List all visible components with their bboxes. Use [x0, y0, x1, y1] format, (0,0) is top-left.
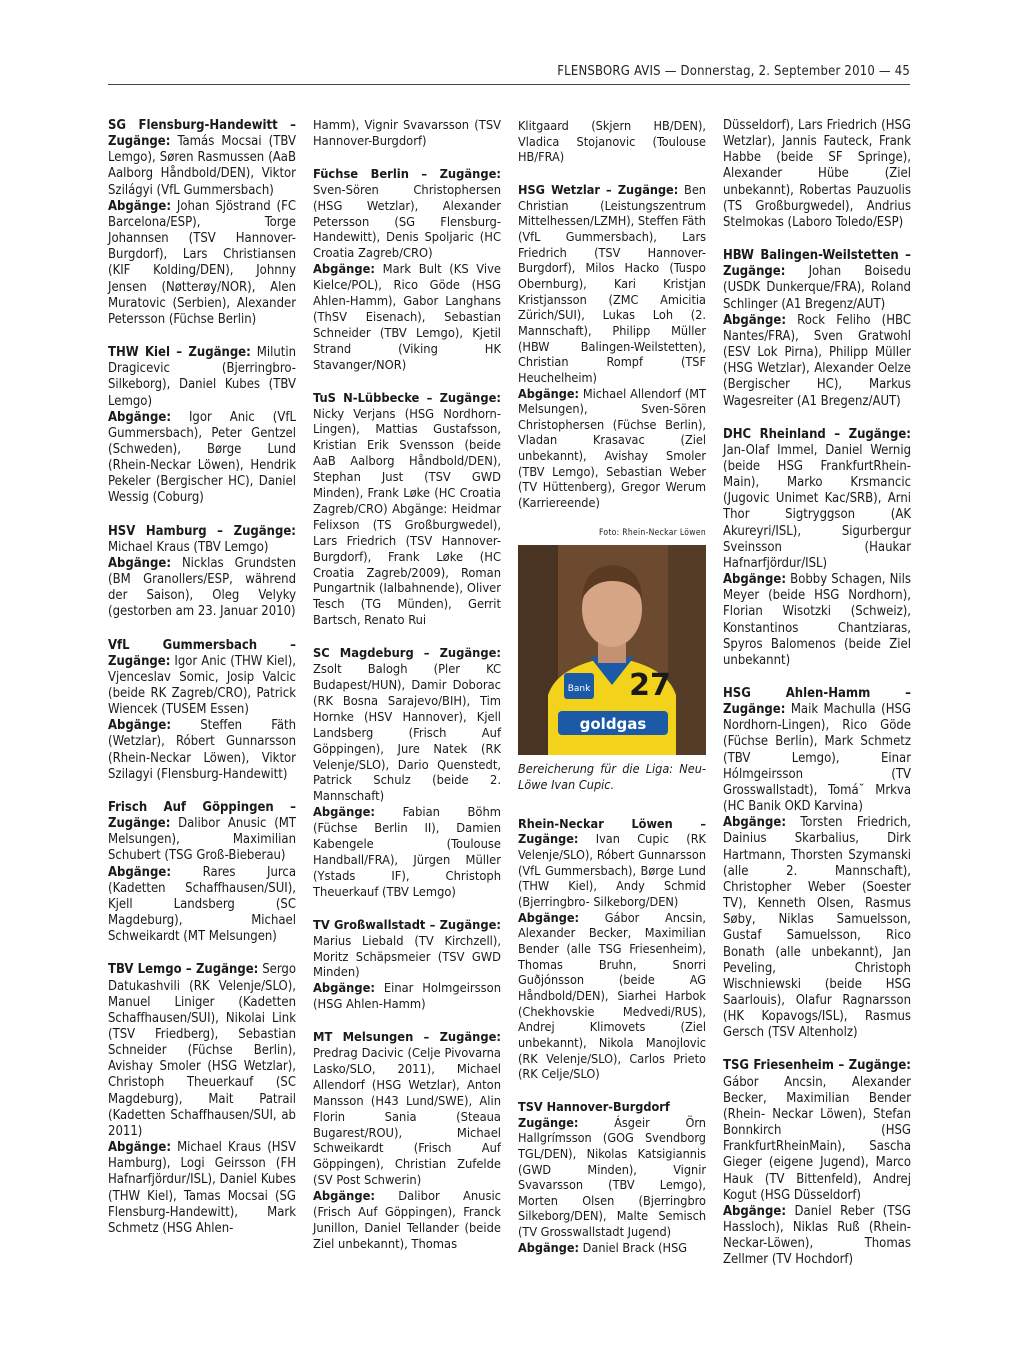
entry-body: Jan-Olaf Immel, Daniel Wernig (beide HSG FrankfurtRhein-Main), Marko Krsmancic (Jugovic Unimet Kac/SRB), Arni Thor Sigtryggson (AK Akureyri/ISL), Sigurbergur Sveinsson (Haukar Hafnarfjördur/ISL) [723, 442, 911, 571]
entry-text [313, 646, 501, 901]
transfer-entry [723, 1058, 911, 1268]
entry-text [108, 118, 296, 328]
entry-heading: Abgänge: [723, 312, 787, 328]
entry-text [518, 182, 706, 511]
entry-body: Mark Bult (KS Vive Kielce/POL), Rico Göde (HSG Ahlen-Hamm), Gabor Langhans (ThSV Eisenach), Sebastian Schneider (TBV Lemgo), Kjetil Strand (Viking HK Stavanger/NOR) [313, 262, 501, 373]
entry-text [108, 524, 296, 621]
entry-heading: TBV Lemgo – Zugänge: [108, 962, 259, 978]
entry-text [108, 345, 296, 507]
column-4 [723, 118, 911, 1285]
photo-caption: Bereicherung für die Liga: Neu-Löwe Ivan Cupic. [518, 761, 706, 793]
entry-body: Dalibor Anusic (MT Melsungen), Maximilian Schubert (TSG Groß-Bieberau) [108, 816, 296, 864]
entry-body: Nicklas Grundsten (BM Granollers/ESP, während der Saison), Oleg Velyky (gestorben am 23. Januar 2010) [108, 555, 296, 620]
entry-body: Bobby Schagen, Nils Meyer (beide HSG Nordhorn), Florian Wisotzki (Schweiz), Konstantinos Chantziaras, Spyros Balomenos (beide Ziel unbekannt) [723, 572, 911, 668]
entry-text [108, 638, 296, 783]
column-2 [313, 118, 501, 1270]
column-3-top [518, 118, 706, 511]
entry-heading: SG Flensburg-Handewitt – Zugänge: [108, 118, 296, 150]
entry-heading: Füchse Berlin – Zugänge: [313, 166, 501, 182]
entry-heading: Abgänge: [313, 981, 376, 997]
entry-body: Ivan Cupic (RK Velenje/SLO), Róbert Gunnarsson (VfL Gummersbach), Børge Lund (THW Kiel), Andy Schmid (Bjerringbro- Silkeborg/DEN) [518, 831, 706, 909]
transfer-entry [518, 816, 706, 1082]
entry-body: Einar Holmgeirsson (HSG Ahlen-Hamm) [313, 981, 501, 1013]
entry-body: Gábor Ancsin, Alexander Becker, Maximilian Bender (Rhein- Neckar Löwen), Stefan Bonnkirch (HSG FrankfurtRheinMain), Sascha Gieger (eigene Jugend), Marco Hauk (TV Bittenfeld), Andrej Kogut (HSG Düsseldorf) [723, 1074, 911, 1203]
entry-heading: THW Kiel – Zugänge: [108, 345, 251, 361]
transfer-entry [313, 391, 501, 630]
entry-body: Daniel Reber (TSG Hassloch), Niklas Ruß (Rhein-Neckar-Löwen), Thomas Zellmer (TV Hochdorf) [723, 1203, 911, 1268]
entry-body: Rares Jurca (Kadetten Schaffhausen/SUI), Kjell Landsberg (SC Magdeburg), Michael Schweikardt (MT Melsungen) [108, 864, 296, 945]
transfer-entry [313, 646, 501, 901]
entry-body: Daniel Brack (HSG [579, 1239, 688, 1255]
entry-body: Tamás Mocsai (TBV Lemgo), Søren Rasmussen (AaB Aalborg Håndbold/DEN), Viktor Szilágyi (VfL Gummersbach) [108, 134, 296, 198]
entry-text [723, 686, 911, 1041]
entry-body: Predrag Dacivic (Celje Pivovarna Lasko/SLO, 2011), Michael Allendorf (HSG Wetzlar), Anton Mansson (H43 Lund/SWE), Alin Florin Sania (Steaua Bugarest/ROU), Michael Schweikardt (Frisch Auf Göppingen), Christian Zufelde (SV Post Schwerin) [313, 1046, 501, 1189]
transfer-entry [723, 427, 911, 669]
transfer-entry [518, 118, 706, 165]
entry-text [518, 816, 706, 1082]
entry-body: Sven-Sören Christophersen (HSG Wetzlar), Alexander Petersson (SG Flensburg-Handewitt), Denis Spoljaric (HC Croatia Zagreb/CRO) [313, 182, 501, 262]
transfer-entry [518, 1099, 706, 1256]
sponsor-text: goldgas [579, 715, 647, 734]
entry-heading: TSG Friesenheim – Zugänge: [723, 1058, 911, 1074]
entry-heading: HBW Balingen-Weilstetten – Zugänge: [723, 248, 911, 280]
entry-heading: Rhein-Neckar Löwen – Zugänge: [518, 815, 706, 847]
entry-heading: TuS N-Lübbecke – Zugänge: [313, 390, 501, 406]
entry-body: Nicky Verjans (HSG Nordhorn-Lingen), Mattias Gustafsson, Kristian Erik Svensson (beide AaB Aalborg Håndbold/DEN), Stephan Just (TSV GWD Minden), Frank Løke (HC Croatia Zagreb/CRO) Abgänge: Heidmar Felixson (TS Großburgwedel), Lars Friedrich (TSV Hannover-Burgdorf), Frank Løke (HC Croatia Zagreb/2009), Roman Pungartnik (Ialbahnende), Oliver Tesch (TG Münden), Gerrit Bartsch, Renato Rui [313, 406, 501, 629]
transfer-entry [108, 800, 296, 945]
entry-heading: SC Magdeburg – Zugänge: [313, 646, 501, 662]
transfer-entry [313, 1030, 501, 1253]
entry-body: Ásgeir Örn Hallgrímsson (GOG Svendborg TGL/DEN), Nikolas Katsigiannis (GWD Minden), Vignir Svavarsson (TBV Lemgo), Morten Olsen (Bjerringbro Silkeborg/DEN), Malte Semisch (TV Grosswallstadt Jugend) [518, 1114, 706, 1240]
entry-heading: Abgänge: [518, 385, 580, 401]
entry-heading: Abgänge: [518, 1239, 580, 1255]
entry-text [313, 118, 501, 150]
entry-text [723, 118, 911, 231]
entry-body: Sergo Datukashvili (RK Velenje/SLO), Manuel Liniger (Kadetten Schaffhausen/SUI), Nikolai Link (TSV Friedberg), Sebastian Schneider (Füchse Berlin), Avishay Smoler (HSG Wetzlar), Christoph Theuerkauf (SC Magdeburg), Mait Patrail (Kadetten Schaffhausen/SUI, ab 2011) [108, 962, 297, 1139]
transfer-entry [723, 118, 911, 231]
entry-body: Johan Sjöstrand (FC Barcelona/ESP), Torge Johannsen (TSV Hannover-Burgdorf), Lars Christiansen (KIF Kolding/DEN), Johnny Jensen (Nøtterøy/NOR), Alen Muratovic (Serbien), Alexander Petersson (Füchse Berlin) [108, 198, 296, 327]
entry-text [518, 1099, 706, 1256]
header-rule [108, 84, 910, 85]
entry-heading: VfL Gummersbach – Zugänge: [108, 637, 296, 669]
entry-body: Dalibor Anusic (Frisch Auf Göppingen), Franck Junillon, Daniel Tellander (beide Ziel unbekannt), Thomas [313, 1189, 501, 1252]
entry-body: Rock Feliho (HBC Nantes/FRA), Sven Gratwohl (ESV Lok Pirna), Philipp Müller (HSG Wetzlar), Alexander Oelze (Bergischer HC), Markus Wagesreiter (A1 Bregenz/AUT) [723, 312, 911, 409]
badge-text: Bank [567, 684, 591, 695]
entry-heading: HSG Wetzlar – Zugänge: [518, 181, 679, 197]
entry-body: Zsolt Balogh (Pler KC Budapest/HUN), Damir Doborac (RK Bosna Sarajevo/BIH), Tim Hornke (HSV Hannover), Kjell Landsberg (Frisch Auf Göppingen), Jure Natek (RK Velenje/SLO), Dario Quenstedt, Patrick Schulz (beide 2. Mannschaft) [313, 662, 501, 805]
entry-text [313, 167, 501, 374]
entry-text [518, 118, 706, 165]
entry-text [313, 1030, 501, 1253]
entry-text [313, 918, 501, 1013]
entry-heading: Abgänge: [313, 262, 376, 278]
entry-text [723, 427, 911, 669]
entry-body: Michael Allendorf (MT Melsungen), Sven-Sören Christophersen (Füchse Berlin), Vladan Krasavac (Ziel unbekannt), Avishay Smoler (TBV Lemgo), Sebastian Weber (TV Hüttenberg), Gregor Werum (Karriereende) [518, 385, 706, 511]
entry-body: Milutin Dragicevic (Bjerringbro-Silkeborg), Daniel Kubes (TBV Lemgo) [108, 345, 297, 409]
entry-text [108, 962, 296, 1237]
entry-body: Johan Boisedu (USDK Dunkerque/FRA), Roland Schlinger (A1 Bregenz/AUT) [723, 264, 911, 312]
entry-heading: Abgänge: [723, 815, 787, 831]
transfer-entry [108, 118, 296, 328]
entry-body: Torsten Friedrich, Dainius Skarbalius, Dirk Hartmann, Thorsten Szymanski (alle 2. Mannschaft), Christopher Weber (Soester TV), Kenneth Olsen, Rasmus Søby, Niklas Samuelsson, Gustaf Samuelsson, Rico Bonath (alle unbekannt), Jan Peveling, Christoph Wischniewski (beide HSG Saarlouis), Olafur Ragnarsson (HK Kopavogs/ISL), Rasmus Gersch (TSV Altenholz) [723, 815, 911, 1041]
entry-body: Düsseldorf), Lars Friedrich (HSG Wetzlar), Jannis Fauteck, Frank Habbe (beide SF Springe), Alexander Hübe (Ziel unbekannt), Robertas Pauzuolis (TS Großburgwedel), Andrius Stelmokas (Laboro Toledo/ESP) [723, 118, 911, 230]
entry-body: Igor Anic (THW Kiel), Vjenceslav Somic, Josip Valcic (beide RK Zagreb/CRO), Patrick Wiencek (TUSEM Essen) [108, 653, 296, 718]
entry-body: Michael Kraus (TBV Lemgo) [108, 539, 269, 555]
player-photo [518, 545, 706, 755]
entry-heading: Abgänge: [108, 555, 172, 571]
entry-text [723, 248, 911, 410]
entry-heading: Abgänge: [723, 1203, 787, 1219]
entry-heading: Abgänge: [313, 805, 376, 821]
page-header: FLENSBORG AVIS — Donnerstag, 2. September 2010 — 45 [557, 64, 910, 79]
entry-body: Marius Liebald (TV Kirchzell), Moritz Schäpsmeier (TSV GWD Minden) [313, 933, 501, 981]
entry-body: Maik Machulla (HSG Nordhorn-Lingen), Rico Göde (Füchse Berlin), Mark Schmetz (TBV Lemgo), Einar Hólmgeirsson (TV Grosswallstadt), Tomá˘ Mrkva (HC Banik OKD Karvina) [723, 702, 911, 815]
entry-body: Michael Kraus (HSV Hamburg), Logi Geirsson (FH Hafnarfjördur/ISL), Daniel Kubes (THW Kiel), Tamas Mocsai (SG Flensburg-Handewitt), Mark Schmetz (HSG Ahlen- [108, 1140, 296, 1236]
entry-heading: Zugänge: [518, 1114, 579, 1130]
entry-body: Igor Anic (VfL Gummersbach), Peter Gentzel (Schweden), Børge Lund (Rhein-Neckar Löwen), Hendrik Pekeler (Bergischer HC), Daniel Wessig (Coburg) [108, 409, 296, 506]
entry-heading: Abgänge: [108, 1140, 172, 1156]
entry-heading: TV Großwallstadt – Zugänge: [313, 917, 501, 933]
entry-heading: Abgänge: [723, 572, 787, 588]
entry-heading: TSV Hannover-Burgdorf [518, 1098, 670, 1114]
entry-body: Fabian Böhm (Füchse Berlin II), Damien Kabengele (Toulouse Handball/FRA), Jürgen Müller (Ystads IF), Christoph Theuerkauf (TBV Lemgo) [313, 805, 501, 900]
entry-heading: Abgänge: [313, 1189, 376, 1205]
entry-heading: HSV Hamburg – Zugänge: [108, 523, 296, 539]
entry-text [723, 1058, 911, 1268]
entry-body: Steffen Fäth (Wetzlar), Róbert Gunnarsson (Rhein-Neckar Löwen), Viktor Szilagyi (Flensburg-Handewitt) [108, 718, 296, 782]
entry-heading: DHC Rheinland – Zugänge: [723, 426, 911, 442]
jersey-number: 27 [629, 668, 671, 704]
transfer-entry [108, 524, 296, 621]
column-1 [108, 118, 296, 1254]
entry-body: Ben Christian (Leistungszentrum Mittelhessen/LZMH), Steffen Fäth (VfL Gummersbach), Lars Friedrich (TSV Hannover-Burgdorf), Milos Hacko (Tuspo Obernburg), Kari Kristjan Kristjansson (ZMC Amicitia Zürich/SUI), Lukas Loh (2. Mannschaft), Philipp Müller (HBW Balingen-Weilstetten), Christian Rompf (TSF Heuchelheim) [518, 181, 706, 385]
entry-heading: Abgänge: [108, 409, 172, 425]
entry-text [313, 391, 501, 630]
column-3 [518, 118, 706, 1272]
entry-heading: Abgänge: [108, 198, 172, 214]
entry-text [108, 800, 296, 945]
photo-credit: Foto: Rhein-Neckar Löwen [598, 527, 706, 538]
transfer-entry [108, 638, 296, 783]
entry-body: Hamm), Vignir Svavarsson (TSV Hannover-Burgdorf) [313, 118, 501, 149]
column-3-bottom [518, 816, 706, 1256]
entry-heading: Abgänge: [108, 718, 172, 734]
entry-body: Gábor Ancsin, Alexander Becker, Maximilian Bender (alle TSG Friesenheim), Thomas Bruhn, Snorri Guðjónsson (beide AG Håndbold/DEN), Siarhei Harbok (Chekhovskie Medvedi/RUS), Andrej Klimovets (Ziel unbekannt), Nikola Manojlovic (RK Velenje/SLO), Carlos Prieto (RK Celje/SLO) [518, 909, 706, 1082]
entry-body: Klitgaard (Skjern HB/DEN), Vladica Stojanovic (Toulouse HB/FRA) [518, 118, 706, 165]
entry-heading: Frisch Auf Göppingen – Zugänge: [108, 799, 296, 832]
transfer-entry [518, 182, 706, 511]
entry-heading: MT Melsungen – Zugänge: [313, 1030, 501, 1046]
entry-heading: Abgänge: [518, 909, 580, 925]
transfer-entry [313, 918, 501, 1013]
transfer-entry [313, 118, 501, 150]
entry-heading: HSG Ahlen-Hamm – Zugänge: [723, 686, 911, 718]
transfer-entry [108, 962, 296, 1237]
entry-heading: Abgänge: [108, 864, 172, 880]
transfer-entry [723, 248, 911, 410]
transfer-entry [108, 345, 296, 507]
transfer-entry [313, 167, 501, 374]
transfer-entry [723, 686, 911, 1041]
